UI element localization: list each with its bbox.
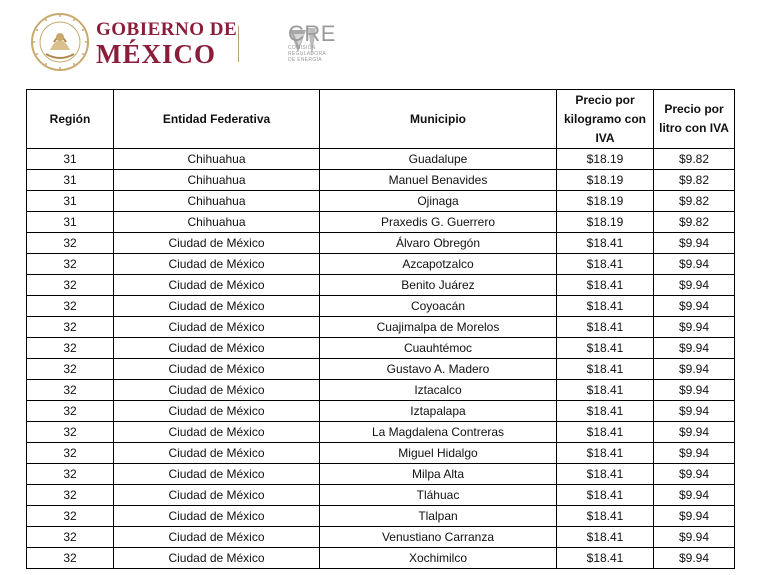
table-row: [27, 191, 735, 212]
cell-entidad: Ciudad de México: [114, 359, 320, 380]
table-row: [27, 527, 735, 548]
table-row: [27, 422, 735, 443]
table-row: [27, 254, 735, 275]
cell-region: 32: [27, 254, 114, 275]
table-row: [27, 464, 735, 485]
cell-precio-litro: $9.94: [654, 317, 735, 338]
cell-municipio: Milpa Alta: [320, 464, 557, 485]
cell-precio-kg: $18.41: [557, 401, 654, 422]
table-row: [27, 443, 735, 464]
cell-municipio: Iztapalapa: [320, 401, 557, 422]
cell-entidad: Chihuahua: [114, 191, 320, 212]
table-row: [27, 170, 735, 191]
cell-region: 31: [27, 149, 114, 170]
cell-precio-kg: $18.41: [557, 359, 654, 380]
cell-precio-kg: $18.41: [557, 485, 654, 506]
cell-precio-litro: $9.94: [654, 548, 735, 569]
cell-entidad: Ciudad de México: [114, 548, 320, 569]
cell-precio-kg: $18.41: [557, 338, 654, 359]
cell-municipio: Miguel Hidalgo: [320, 443, 557, 464]
cell-municipio: Venustiano Carranza: [320, 527, 557, 548]
cell-entidad: Ciudad de México: [114, 233, 320, 254]
table-row: [27, 275, 735, 296]
cell-entidad: Ciudad de México: [114, 380, 320, 401]
cell-precio-litro: $9.82: [654, 170, 735, 191]
table-row: [27, 149, 735, 170]
cell-entidad: Ciudad de México: [114, 485, 320, 506]
cell-precio-litro: $9.94: [654, 401, 735, 422]
logo-divider: [238, 26, 239, 62]
table-row: [27, 317, 735, 338]
table-row: [27, 506, 735, 527]
cell-entidad: Ciudad de México: [114, 527, 320, 548]
cell-municipio: Tlalpan: [320, 506, 557, 527]
cell-region: 32: [27, 506, 114, 527]
cell-region: 32: [27, 401, 114, 422]
cell-precio-litro: $9.94: [654, 275, 735, 296]
cell-precio-litro: $9.82: [654, 212, 735, 233]
cell-region: 32: [27, 422, 114, 443]
cell-precio-kg: $18.41: [557, 443, 654, 464]
cell-precio-litro: $9.94: [654, 443, 735, 464]
cell-precio-litro: $9.94: [654, 380, 735, 401]
cell-precio-kg: $18.19: [557, 170, 654, 191]
cell-municipio: Xochimilco: [320, 548, 557, 569]
cell-region: 32: [27, 296, 114, 317]
cell-region: 32: [27, 443, 114, 464]
table-row: [27, 401, 735, 422]
table-header-row: [27, 90, 735, 149]
table-row: [27, 548, 735, 569]
cre-sub-line-2: REGULADORA: [288, 51, 327, 57]
cell-precio-litro: $9.94: [654, 338, 735, 359]
cell-entidad: Ciudad de México: [114, 317, 320, 338]
cre-logo-subtitle: [288, 45, 326, 63]
cre-logo-text: CRE: [288, 21, 336, 46]
price-table: [26, 89, 735, 569]
cell-municipio: Gustavo A. Madero: [320, 359, 557, 380]
cell-municipio: Guadalupe: [320, 149, 557, 170]
cell-precio-litro: $9.94: [654, 254, 735, 275]
cell-precio-kg: $18.41: [557, 317, 654, 338]
cell-region: 32: [27, 275, 114, 296]
cell-precio-litro: $9.94: [654, 422, 735, 443]
cell-entidad: Ciudad de México: [114, 296, 320, 317]
cell-precio-litro: $9.94: [654, 233, 735, 254]
cell-entidad: Ciudad de México: [114, 443, 320, 464]
cell-entidad: Ciudad de México: [114, 464, 320, 485]
cell-municipio: La Magdalena Contreras: [320, 422, 557, 443]
cell-region: 32: [27, 464, 114, 485]
cell-municipio: Cuauhtémoc: [320, 338, 557, 359]
cell-precio-kg: $18.41: [557, 254, 654, 275]
header-region: Región: [27, 90, 114, 149]
cell-precio-kg: $18.41: [557, 422, 654, 443]
cell-precio-litro: $9.82: [654, 149, 735, 170]
table-row: [27, 359, 735, 380]
cell-region: 32: [27, 233, 114, 254]
cell-precio-kg: $18.41: [557, 548, 654, 569]
cell-entidad: Ciudad de México: [114, 338, 320, 359]
cell-municipio: Iztacalco: [320, 380, 557, 401]
cell-precio-kg: $18.41: [557, 233, 654, 254]
cell-region: 32: [27, 338, 114, 359]
cell-entidad: Ciudad de México: [114, 422, 320, 443]
cre-sub-line-1: COMISIÓN: [288, 45, 316, 51]
cell-entidad: Ciudad de México: [114, 506, 320, 527]
cell-precio-kg: $18.41: [557, 296, 654, 317]
cell-region: 32: [27, 359, 114, 380]
table-row: [27, 338, 735, 359]
cell-region: 32: [27, 527, 114, 548]
mexican-seal-icon: [30, 12, 90, 72]
cell-municipio: Coyoacán: [320, 296, 557, 317]
cell-region: 32: [27, 380, 114, 401]
cell-precio-litro: $9.94: [654, 527, 735, 548]
cell-entidad: Ciudad de México: [114, 254, 320, 275]
cell-precio-kg: $18.19: [557, 212, 654, 233]
cell-precio-litro: $9.94: [654, 485, 735, 506]
header-precio-kg: Precio por kilogramo con IVA: [557, 90, 654, 149]
cell-municipio: Praxedis G. Guerrero: [320, 212, 557, 233]
table-body: [27, 149, 735, 569]
cell-precio-litro: $9.94: [654, 506, 735, 527]
cell-entidad: Chihuahua: [114, 212, 320, 233]
cell-municipio: Álvaro Obregón: [320, 233, 557, 254]
cell-precio-litro: $9.94: [654, 464, 735, 485]
cell-region: 32: [27, 317, 114, 338]
cell-precio-kg: $18.19: [557, 191, 654, 212]
cell-municipio: Manuel Benavides: [320, 170, 557, 191]
cell-region: 31: [27, 191, 114, 212]
cell-municipio: Azcapotzalco: [320, 254, 557, 275]
cell-municipio: Tláhuac: [320, 485, 557, 506]
logo-line-2: MÉXICO: [96, 39, 216, 69]
cell-municipio: Cuajimalpa de Morelos: [320, 317, 557, 338]
cell-entidad: Ciudad de México: [114, 275, 320, 296]
cell-precio-kg: $18.41: [557, 527, 654, 548]
table-row: [27, 233, 735, 254]
cell-precio-kg: $18.41: [557, 506, 654, 527]
table-row: [27, 380, 735, 401]
table-row: [27, 212, 735, 233]
table-row: [27, 296, 735, 317]
cell-region: 32: [27, 485, 114, 506]
cell-precio-kg: $18.19: [557, 149, 654, 170]
cell-precio-litro: $9.94: [654, 296, 735, 317]
cell-precio-litro: $9.82: [654, 191, 735, 212]
cell-region: 31: [27, 170, 114, 191]
gobierno-de-mexico-logo: [96, 20, 237, 68]
cell-region: 31: [27, 212, 114, 233]
cell-entidad: Chihuahua: [114, 149, 320, 170]
cell-municipio: Benito Juárez: [320, 275, 557, 296]
cell-precio-kg: $18.41: [557, 380, 654, 401]
cre-sub-line-3: DE ENERGÍA: [288, 57, 322, 63]
header-municipio: Municipio: [320, 90, 557, 149]
cell-region: 32: [27, 548, 114, 569]
cell-precio-kg: $18.41: [557, 275, 654, 296]
cell-entidad: Chihuahua: [114, 170, 320, 191]
logo-line-1: GOBIERNO DE: [96, 19, 238, 40]
cell-precio-litro: $9.94: [654, 359, 735, 380]
cell-precio-kg: $18.41: [557, 464, 654, 485]
header-precio-litro: Precio por litro con IVA: [654, 90, 735, 149]
header-entidad: Entidad Federativa: [114, 90, 320, 149]
document-header: [30, 12, 730, 74]
cell-municipio: Ojinaga: [320, 191, 557, 212]
table-row: [27, 485, 735, 506]
cell-entidad: Ciudad de México: [114, 401, 320, 422]
